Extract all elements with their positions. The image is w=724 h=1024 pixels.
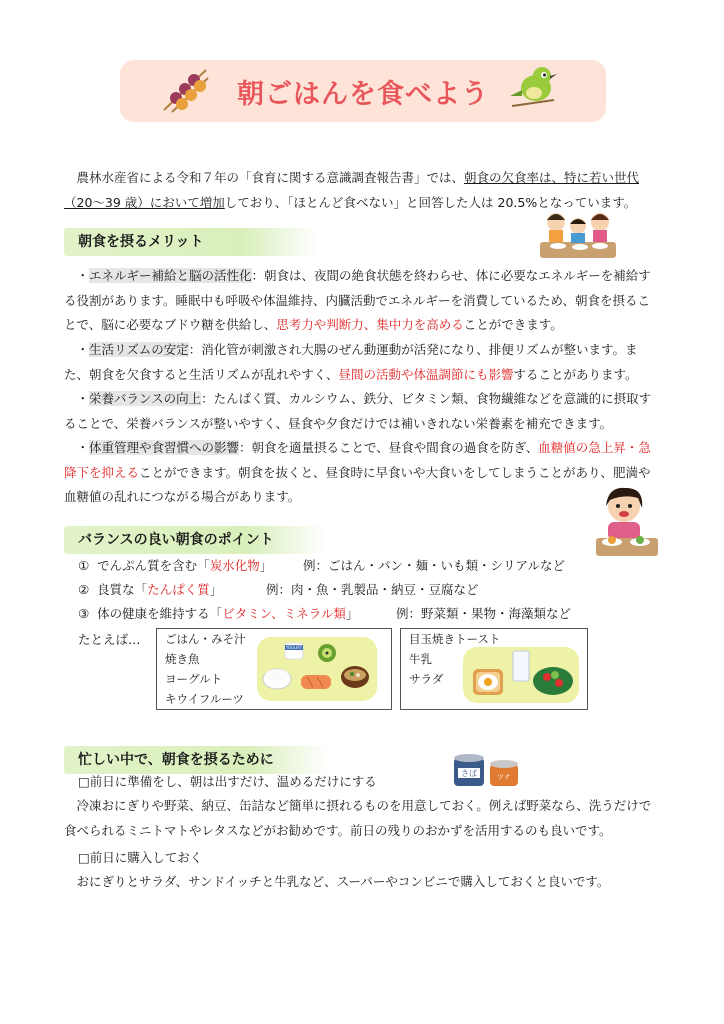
merit-label-3: 栄養バランスの向上	[89, 391, 202, 406]
merit-text-1b: ことができます。	[463, 317, 563, 333]
point-number: ③	[78, 606, 90, 621]
merit-text-4a: ：朝食を適量摂ることで、昼食や間食の過食を防ぎ、	[239, 440, 539, 455]
merit-item-2: ・生活リズムの安定：消化管が刺激され大腸のぜん動運動が活発になり、排便リズムが整います。また、朝食を欠食すると生活リズムが乱れやすく、昼間の活動や体温調節にも影響することがあります。	[64, 342, 638, 382]
point-text: 体の健康を維持する「	[97, 606, 223, 621]
yogurt-label: YOGURT	[285, 645, 303, 650]
box-item: 牛乳	[409, 652, 432, 666]
canned-food-icon	[452, 752, 522, 790]
section-heading-busy: 忙しい中で、朝食を摂るために	[64, 746, 328, 774]
merit-item-1: ・エネルギー補給と脳の活性化：朝食は、夜間の絶食状態を終わらせ、体に必要なエネルギーを補給する役割があります。睡眠中も呼吸や体温維持、内臓活動でエネルギーを消費しているため、朝食を摂ることで、脳に必要なブドウ糖を供給し、思考力や判断力、集中力を高めることができます。	[64, 268, 651, 333]
balance-example-2: 例：肉・魚・乳製品・納豆・豆腐など	[266, 582, 479, 597]
point-text: 」	[259, 558, 273, 573]
balance-point-3	[78, 602, 358, 626]
balance-point-1	[78, 554, 272, 578]
busy-desc-2: おにぎりとサラダ、サンドイッチと牛乳など、スーパーやコンビニで購入しておくと良いです。	[76, 874, 610, 889]
point-number: ②	[78, 582, 90, 597]
section-heading-merit: 朝食を摂るメリット	[64, 228, 318, 256]
japanese-breakfast-tray	[257, 637, 377, 701]
merit-text-2a: ：消化管が刺激され大腸のぜん動運動が活発になり、排便リズムが整います。また、朝食を欠食すると生活リズムが乱れやすく、	[64, 342, 638, 382]
intro-text-1: 農林水産省による令和７年の「食育に関する意識調査報告書」では、	[76, 170, 465, 185]
box-item: ヨーグルト	[165, 672, 223, 686]
merit-red-1: 思考力や判断力、集中力を高める	[276, 317, 464, 333]
busy-check-1: □前日に準備をし、朝は出すだけ、温めるだけにする	[78, 774, 377, 789]
busy-check-2: □前日に購入しておく	[78, 850, 203, 865]
merit-text-1a: ：朝食は、夜間の絶食状態を終わらせ、体に必要なエネルギーを補給する役割があります。睡眠中も呼吸や体温維持、内臓活動でエネルギーを消費しているため、朝食を摂ることで、脳に必要なブドウ糖を供給し、	[64, 268, 651, 333]
example-box-japanese	[156, 628, 392, 710]
merit-item-4: ・体重管理や食習慣への影響：朝食を適量摂ることで、昼食や間食の過食を防ぎ、血糖値の急上昇・急降下を抑えることができます。朝食を抜くと、昼食時に早食いや大食いをしてしまうことがあり、肥満や血糖値の乱れにつながる場合があります。	[64, 440, 651, 505]
merit-label-1: エネルギー補給と脳の活性化	[89, 268, 252, 283]
section-heading-balance: バランスの良い朝食のポイント	[64, 526, 326, 554]
balance-example-3: 例：野菜類・果物・海藻類など	[396, 606, 572, 621]
box-item: ごはん・みそ汁	[165, 632, 246, 646]
box-item: 目玉焼きトースト	[409, 632, 501, 646]
point-text: でんぷん質を含む「	[97, 558, 210, 573]
western-breakfast-tray	[463, 647, 579, 703]
can-label-1: さば	[461, 769, 477, 778]
example-box-western	[400, 628, 588, 710]
merit-label-4: 体重管理や食習慣への影響	[89, 440, 240, 455]
intro-text-2: しており、「ほとんど食べない」と回答した人は 20.5%となっています。	[224, 194, 637, 210]
family-eating-icon	[538, 206, 618, 260]
merit-label-2: 生活リズムの安定	[89, 342, 189, 357]
girl-eating-icon	[594, 484, 660, 558]
merit-red-4: 血糖値の急上昇・急降下を抑える	[64, 440, 651, 480]
point-text: 」	[209, 582, 223, 597]
box-item: 焼き魚	[165, 652, 200, 666]
busy-desc-1: 冷凍おにぎりや野菜、納豆、缶詰など簡単に摂れるものを用意しておく。例えば野菜なら、洗うだけで食べられるミニトマトやレタスなどがお勧めです。前日の残りのおかずを活用するのも良いです。	[64, 798, 652, 838]
merit-text-4b: ことができます。朝食を抜くと、昼食時に早食いや大食いをしてしまうことがあり、肥満や血糖値の乱れにつながる場合があります。	[64, 464, 651, 505]
point-red: ビタミン、ミネラル類	[222, 606, 346, 621]
point-text: 」	[345, 606, 359, 621]
merit-item-3: ・栄養バランスの向上：たんぱく質、カルシウム、鉄分、ビタミン類、食物繊維などを意識的に摂取することで、栄養バランスが整いやすく、昼食や夕食だけでは補いきれない栄養素を補充できます。	[64, 391, 652, 431]
bird-icon	[508, 60, 558, 112]
page-title: 朝ごはんを食べよう	[237, 79, 489, 110]
point-number: ①	[78, 558, 90, 573]
japanese-breakfast-icon	[257, 637, 377, 701]
example-label: たとえば…	[78, 632, 141, 647]
box-item: キウイフルーツ	[165, 692, 244, 706]
western-breakfast-icon	[463, 647, 579, 703]
point-text: 良質な「	[97, 582, 148, 597]
merit-red-2: 昼間の活動や体温調節にも影響	[338, 366, 514, 382]
merit-text-2b: することがあります。	[513, 366, 638, 382]
can-label-2: ツナ	[497, 773, 511, 781]
balance-point-2	[78, 578, 222, 602]
balance-example-1: 例：ごはん・パン・麺・いも類・シリアルなど	[303, 558, 566, 573]
merit-text-3a: ：たんぱく質、カルシウム、鉄分、ビタミン類、食物繊維などを意識的に摂取することで、栄養バランスが整いやすく、昼食や夕食だけでは補いきれない栄養素を補充できます。	[64, 391, 652, 431]
point-red: たんぱく質	[147, 582, 210, 597]
box-item: サラダ	[409, 672, 444, 686]
intro-underlined: 朝食の欠食率は、特に若い世代（20～39 歳）において増加	[64, 170, 640, 210]
dango-icon	[158, 64, 212, 116]
point-red: 炭水化物	[209, 558, 260, 573]
